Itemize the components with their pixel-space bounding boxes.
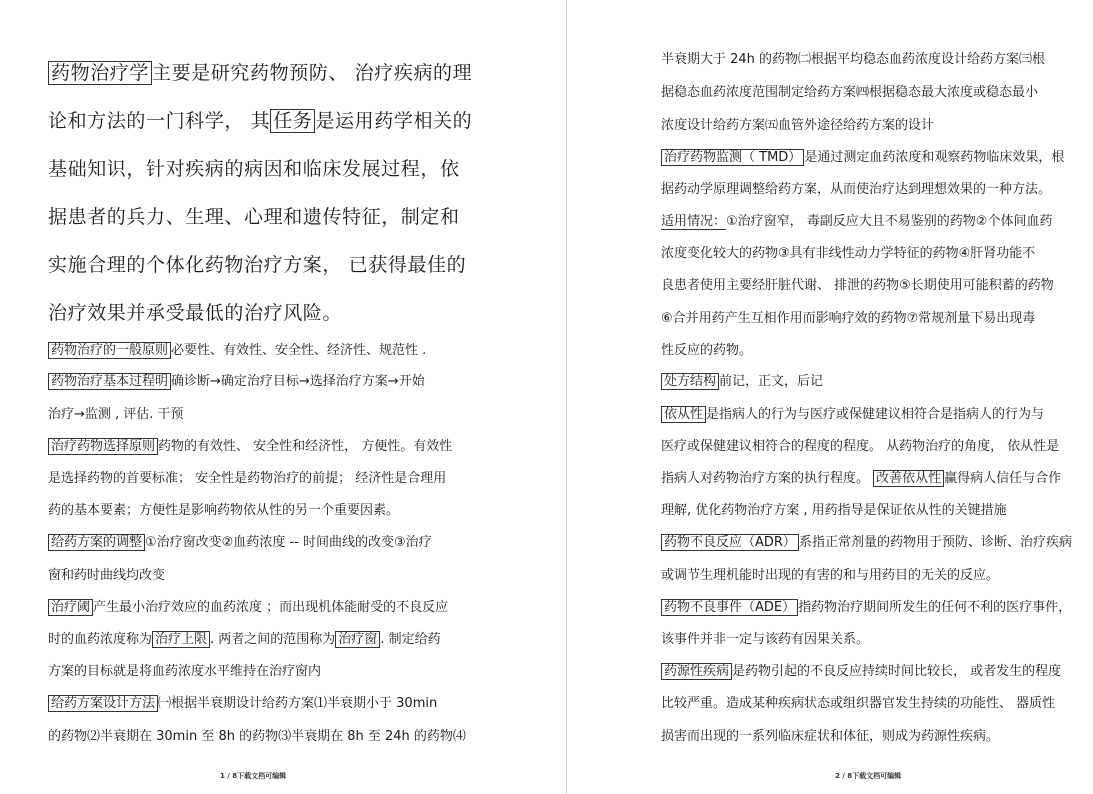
intro-line-1: 药物治疗学 主要是研究药物预防、 治疗疾病的理 <box>48 58 472 85</box>
compliance-line-4: 理解, 优化药物治疗方案 , 用药指导是保证依从性的关键措施 <box>661 503 1007 518</box>
page-footer-2: 2 / 8下载文档可编辑 <box>835 772 902 780</box>
basic-process-cont: 治疗→监测 , 评估. 干预 <box>48 407 184 422</box>
term-ade: 药物不良事件（ADE） <box>661 599 798 616</box>
regimen-adjustment-cont: 窗和药时曲线均改变 <box>48 568 166 583</box>
drug-induced-disease: 药源性疾病 是药物引起的不良反应持续时间比较长， 或者发生的程度 <box>661 660 1061 679</box>
page-divider <box>566 0 567 794</box>
term-prescription-structure: 处方结构 <box>661 373 719 390</box>
term-indications: 适用情况： <box>661 214 727 229</box>
compliance-line-2: 医疗或保健建议相符合的程度的程度。 从药物治疗的角度， 依从性是 <box>661 439 1060 454</box>
general-principles: 药物治疗的一般原则 必要性、有效性、安全性、经济性、规范性 . <box>48 339 426 358</box>
term-basic-process: 药物治疗基本过程明 <box>48 373 171 390</box>
drug-induced-disease-line-3: 损害而出现的一系列临床症状和体征，则成为药源性疾病。 <box>661 729 1000 744</box>
intro-line-4: 据患者的兵力、生理、心理和遗传特征，制定和 <box>48 206 460 228</box>
term-regimen-adjustment: 给药方案的调整 <box>48 534 145 551</box>
adr-definition: 药物不良反应（ADR） 系指正常剂量的药物用于预防、诊断、治疗疾病 <box>661 531 1072 550</box>
selection-line-2: 是选择药物的首要标准； 安全性是药物治疗的前提； 经济性是合理用 <box>48 471 447 486</box>
intro-line-5: 实施合理的个体化药物治疗方案， 已获得最佳的 <box>48 254 467 276</box>
term-therapeutic-window: 治疗窗 <box>335 631 380 648</box>
term-therapeutic-threshold: 治疗阈 <box>48 599 93 616</box>
intro-line-6: 治疗效果并承受最低的治疗风险。 <box>48 302 343 324</box>
term-improve-compliance: 改善依从性 <box>873 470 944 487</box>
adr-definition-line-2: 或调节生理机能时出现的有害的和与用药目的无关的反应。 <box>661 568 1000 583</box>
tdm-indications: 适用情况：①治疗窗窄， 毒副反应大且不易鉴别的药物②个体间血药 <box>661 214 1053 229</box>
term-task: 任务 <box>270 109 315 133</box>
term-general-principles: 药物治疗的一般原则 <box>48 342 171 359</box>
tdm-definition-line-2: 据药动学原理调整给药方案，从而使治疗达到理想效果的一种方法。 <box>661 182 1052 197</box>
design-method-line-2: 的药物⑵半衰期在 30min 至 8h 的药物⑶半衰期在 8h 至 24h 的药物⑷ <box>48 729 466 744</box>
term-selection-principles: 治疗药物选择原则 <box>48 438 158 455</box>
term-design-method: 给药方案设计方法 <box>48 695 158 712</box>
therapeutic-threshold: 治疗阈 产生最小治疗效应的血药浓度 ；而出现机体能耐受的不良反应 <box>48 596 448 615</box>
intro-line-3: 基础知识，针对疾病的病因和临床发展过程，依 <box>48 158 460 180</box>
term-upper-limit: 治疗上限 <box>152 631 210 648</box>
drug-induced-disease-line-2: 比较严重。造成某种疾病状态或组织器官发生持续的功能性、 器质性 <box>661 696 1056 711</box>
selection-principles: 治疗药物选择原则 药物的有效性、 安全性和经济性， 方便性。有效性 <box>48 435 452 454</box>
compliance-line-3: 指病人对药物治疗方案的执行程度。 改善依从性 赢得病人信任与合作 <box>661 471 1062 486</box>
intro-line-2: 论和方法的一门科学， 其 任务 是运用药学相关的 <box>48 110 473 132</box>
therapeutic-threshold-line-2: 时的血药浓度称为 治疗上限 . 两者之间的范围称为 治疗窗 . 制定给药 <box>48 632 441 647</box>
design-method: 给药方案设计方法 ㈠根据半衰期设计给药方案⑴半衰期小于 30min <box>48 692 437 711</box>
prescription-structure: 处方结构 前记，正文，后记 <box>661 370 823 389</box>
ade-definition-line-2: 该事件并非一定与该药有因果关系。 <box>661 632 870 647</box>
design-cont-line-1: 半衰期大于 24h 的药物㈡根据平均稳态血药浓度设计给药方案㈢根 <box>661 52 1046 67</box>
ade-definition: 药物不良事件（ADE） 指药物治疗期间所发生的任何不利的医疗事件， <box>661 596 1071 615</box>
term-compliance: 依从性 <box>661 406 706 423</box>
tdm-indications-line-2: 浓度变化较大的药物③具有非线性动力学特征的药物④肝肾功能不 <box>661 246 1036 261</box>
compliance: 依从性 是指病人的行为与医疗或保健建议相符合是指病人的行为与 <box>661 403 1044 422</box>
regimen-adjustment: 给药方案的调整 ①治疗窗改变②血药浓度 -- 时间曲线的改变③治疗 <box>48 531 432 550</box>
term-adr: 药物不良反应（ADR） <box>661 534 799 551</box>
page-footer-1: 1 / 8下载文档可编辑 <box>220 772 287 780</box>
term-pharmacotherapeutics: 药物治疗学 <box>48 61 152 85</box>
term-tdm: 治疗药物监测（ TMD） <box>661 149 804 166</box>
tdm-indications-line-5: 性反应的药物。 <box>661 343 753 358</box>
tdm-indications-line-3: 良患者使用主要经肝脏代谢、 排泄的药物⑤长期使用可能积蓄的药物 <box>661 278 1054 293</box>
document-page-2 <box>568 0 1093 794</box>
design-cont-line-2: 据稳态血药浓度范围制定给药方案㈣根据稳态最大浓度或稳态最小 <box>661 85 1039 100</box>
therapeutic-threshold-line-3: 方案的目标就是将血药浓度水平维持在治疗窗内 <box>48 664 322 679</box>
design-cont-line-3: 浓度设计给药方案㈤血管外途径给药方案的设计 <box>661 118 935 133</box>
tdm-definition: 治疗药物监测（ TMD） 是通过测定血药浓度和观察药物临床效果，根 <box>661 146 1064 165</box>
basic-process: 药物治疗基本过程明 确诊断→确定治疗目标→选择治疗方案→开始 <box>48 370 425 389</box>
term-drug-induced-disease: 药源性疾病 <box>661 663 732 680</box>
selection-line-3: 药的基本要素；方便性是影响药物依从性的另一个重要因素。 <box>48 503 400 518</box>
tdm-indications-line-4: ⑥合并用药产生互相作用而影响疗效的药物⑦常规剂量下易出现毒 <box>661 311 1036 326</box>
